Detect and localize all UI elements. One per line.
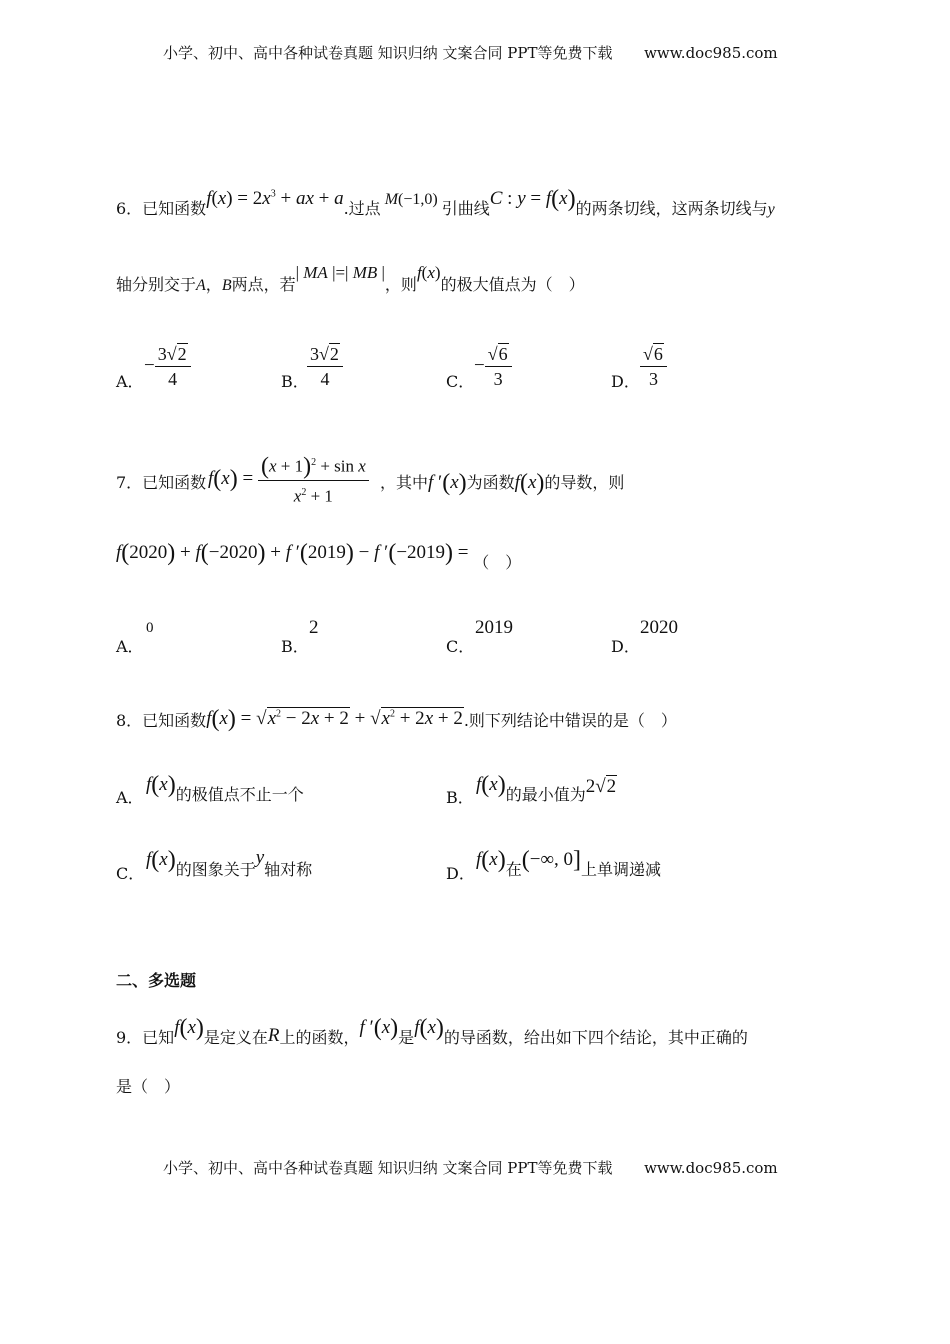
q7-option-A[interactable]: A． <box>116 637 144 656</box>
q6-option-A-value: − $\frac{3√2}{4}$ <box>144 342 191 391</box>
q7-line1-rest: ，其中f ′(x)为函数f(x)的导数，则 <box>380 470 625 496</box>
q6-number: 6．已知函数 <box>116 199 207 218</box>
q7-option-A-value: 0 <box>146 620 154 636</box>
q7-expression: f(2020) + f(−2020) + f ′(2019) − f ′(−2019) = （ ） <box>116 540 522 572</box>
q6-option-A[interactable]: A． <box>116 372 144 391</box>
q9-line1: 9．已知f(x)是定义在R上的函数，f ′(x)是f(x)的导函数，给出如下四个结论，其中正确的 <box>116 1015 748 1047</box>
q8-option-A[interactable]: A． <box>116 788 144 807</box>
q6-point-M: M(−1,0) <box>384 191 442 208</box>
q6-line2: 轴分别交于A，B两点，若| MA |=| MB |，则f(x)的极大值点为（ ） <box>116 263 585 294</box>
q7-line1: 7．已知函数 <box>116 473 207 492</box>
q8-option-D[interactable]: D． <box>446 864 475 883</box>
q6-option-D[interactable]: D． <box>611 372 640 391</box>
q8-option-C[interactable]: C． <box>116 864 145 883</box>
header-url[interactable]: www.doc985.com <box>644 44 778 62</box>
footer-url[interactable]: www.doc985.com <box>644 1159 778 1177</box>
q7-option-D-value: 2020 <box>640 617 678 638</box>
q8-option-C-text: f(x)的图象关于y轴对称 <box>146 847 313 879</box>
q7-option-C[interactable]: C． <box>446 637 475 656</box>
q8-option-B[interactable]: B． <box>446 788 474 807</box>
q7-function-formula: f(x) = $\frac{(x + 1)^2 + \sin x}{x^2 + 1}$ <box>208 450 369 508</box>
q8-option-A-text: f(x)的极值点不止一个 <box>146 772 304 804</box>
q8-line1: 8．已知函数$f(x) = √x^2 - 2x + 2 + √x^2 + 2x + 2$.则下列结论中错误的是（ ） <box>116 706 677 732</box>
q6-option-C[interactable]: C． <box>446 372 475 391</box>
q7-option-C-value: 2019 <box>475 617 513 638</box>
q7-option-B[interactable]: B． <box>281 637 309 656</box>
q8-option-D-text: f(x)在(−∞, 0]上单调递减 <box>476 847 662 879</box>
page-footer <box>163 1157 778 1178</box>
q7-option-B-value: 2 <box>309 617 319 638</box>
q6-option-D-value: $\frac{√6}{3}$ <box>640 342 667 391</box>
q6-option-B-value: $\frac{3√2}{4}$ <box>307 342 343 391</box>
q6-fx: f(x) <box>416 263 441 282</box>
q6-option-B[interactable]: B． <box>281 372 309 391</box>
q8-function-formula: $f(x) = √x^2 - 2x + 2 + √x^2 + 2x + 2$ <box>206 706 463 732</box>
q6-line1: 6．已知函数$f(x) = 2x^3$ + ax + a.过点 M(−1,0) 引曲线C : y = f(x)的两条切线，这两条切线与y <box>116 186 775 218</box>
q7-option-D[interactable]: D． <box>611 637 640 656</box>
q9-line2: 是（ ） <box>116 1077 181 1096</box>
footer-text: 小学、初中、高中各种试卷真题 知识归纳 文案合同 PPT等免费下载 <box>163 1159 613 1177</box>
q6-condition: | MA |=| MB | <box>295 263 385 282</box>
q6-curve-C: C : y = f(x) <box>489 186 576 212</box>
q6-function-formula: $f(x) = 2x^3$ + ax + a <box>206 188 344 209</box>
q6-option-C-value: − $\frac{√6}{3}$ <box>474 342 512 391</box>
header-text: 小学、初中、高中各种试卷真题 知识归纳 文案合同 PPT等免费下载 <box>163 44 613 62</box>
q8-option-B-text: f(x)的最小值为2√2 <box>476 772 617 804</box>
page-header <box>163 42 778 63</box>
section-title-multi-choice: 二、多选题 <box>116 971 197 990</box>
